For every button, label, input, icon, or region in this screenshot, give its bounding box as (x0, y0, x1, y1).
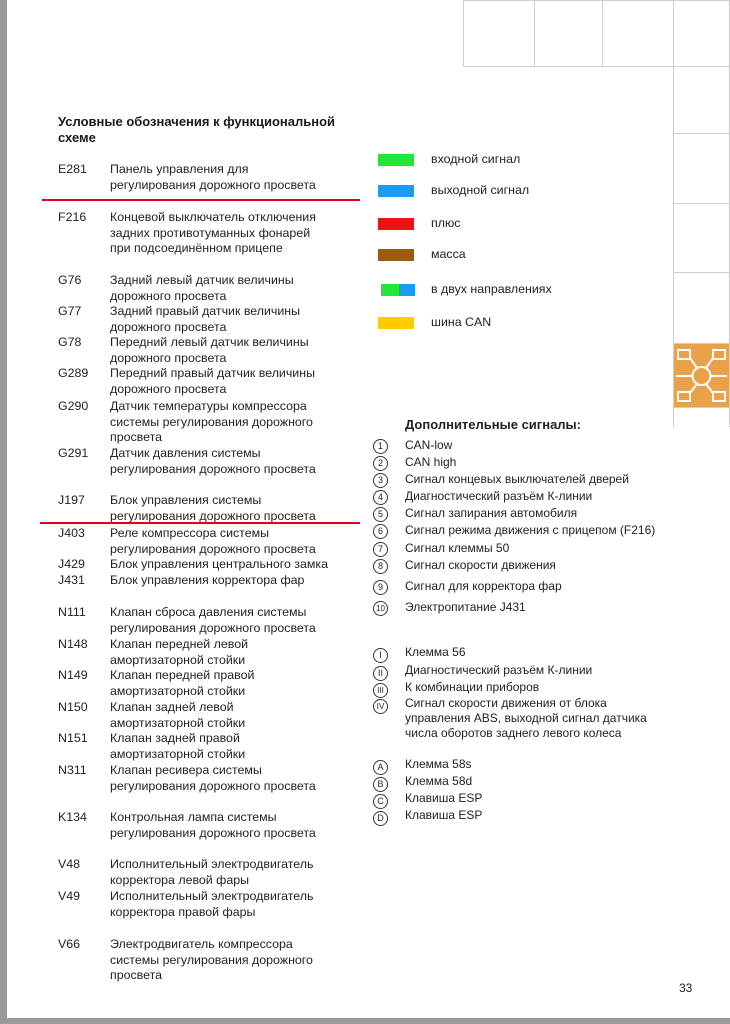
signal-label: Сигнал для корректора фар (405, 579, 562, 593)
color-swatch (378, 185, 414, 197)
component-code: N148 (58, 637, 88, 651)
component-description: Панель управления для регулирования дорожного просвета (110, 162, 316, 192)
signal-label: Клавиша ESP (405, 808, 483, 822)
circle-marker: 2 (373, 456, 388, 471)
circle-marker: 3 (373, 473, 388, 488)
component-code: G291 (58, 446, 89, 460)
grid-cell (534, 0, 603, 67)
component-description: Реле компрессора системы регулирования дорожного просвета (110, 526, 316, 556)
circle-marker: 5 (373, 507, 388, 522)
component-description: Клапан передней правой амортизаторной стойки (110, 668, 255, 698)
color-legend-label: плюс (431, 216, 461, 230)
page-border-bottom (0, 1018, 730, 1024)
color-swatch (378, 317, 414, 329)
signal-label: Клемма 56 (405, 645, 466, 659)
signal-label: Сигнал клеммы 50 (405, 541, 510, 555)
signal-label: CAN-low (405, 438, 453, 452)
signal-label: Клавиша ESP (405, 791, 483, 805)
component-code: V48 (58, 857, 81, 871)
component-code: N151 (58, 731, 88, 745)
component-description: Клапан задней левой амортизаторной стойки (110, 700, 246, 730)
grid-cell (602, 0, 674, 67)
section-title-line: схеме (58, 130, 96, 145)
component-code: J431 (58, 573, 85, 587)
component-description: Блок управления корректора фар (110, 573, 305, 587)
signal-label: Сигнал режима движения с прицепом (F216) (405, 523, 656, 537)
page-number: 33 (679, 981, 693, 995)
color-legend-label: в двух направлениях (431, 282, 552, 296)
component-code: N149 (58, 668, 88, 682)
component-code: V49 (58, 889, 81, 903)
component-code: G290 (58, 399, 89, 413)
component-code: J197 (58, 493, 85, 507)
circle-marker: D (373, 811, 388, 826)
component-description: Клапан сброса давления системы регулирования дорожного просвета (110, 605, 316, 635)
signal-label: Электропитание J431 (405, 600, 526, 614)
grid-cell (673, 0, 730, 67)
signal-label: Клемма 58d (405, 774, 473, 788)
component-description: Задний левый датчик величины дорожного просвета (110, 273, 294, 303)
component-description: Концевой выключатель отключения задних противотуманных фонарей при подсоединённом прицепе (110, 210, 316, 255)
circle-marker: 9 (373, 580, 388, 595)
grid-cell (673, 133, 730, 204)
component-description: Электродвигатель компрессора системы регулирования дорожного просвета (110, 937, 313, 982)
circle-marker: II (373, 666, 388, 681)
grid-cell (673, 407, 730, 427)
signal-label: К комбинации приборов (405, 680, 540, 694)
grid-cell (673, 203, 730, 273)
schematic-section-icon (673, 343, 730, 408)
color-swatch (378, 218, 414, 230)
signal-label: Сигнал скорости движения (405, 558, 556, 572)
page-border-left (0, 0, 7, 1024)
circle-marker: C (373, 794, 388, 809)
component-code: N311 (58, 763, 87, 777)
component-code: N150 (58, 700, 88, 714)
component-description: Задний правый датчик величины дорожного просвета (110, 304, 301, 334)
circle-marker: B (373, 777, 388, 792)
circle-marker: 6 (373, 524, 388, 539)
component-code: G77 (58, 304, 82, 318)
component-description: Передний левый датчик величины дорожного просвета (110, 335, 309, 365)
component-description: Передний правый датчик величины дорожного просвета (110, 366, 315, 396)
highlight-underline (40, 522, 360, 524)
grid-cell (673, 272, 730, 344)
section-title-line: Условные обозначения к функциональной (58, 114, 336, 129)
color-swatch (378, 154, 414, 166)
color-swatch (378, 249, 414, 261)
component-description: Исполнительный электродвигатель корректора правой фары (110, 889, 314, 919)
circle-marker: 8 (373, 559, 388, 574)
signal-label: Сигнал запирания автомобиля (405, 506, 578, 520)
component-description: Датчик температуры компрессора системы регулирования дорожного просвета (110, 399, 313, 444)
color-legend-label: входной сигнал (431, 152, 521, 166)
highlight-underline (42, 199, 360, 201)
component-description: Датчик давления системы регулирования дорожного просвета (110, 446, 316, 476)
component-description: Исполнительный электродвигатель корректора левой фары (110, 857, 314, 887)
signal-label: Сигнал концевых выключателей дверей (405, 472, 629, 486)
component-code: G289 (58, 366, 89, 380)
component-code: K134 (58, 810, 87, 824)
component-description: Блок управления системы регулирования дорожного просвета (110, 493, 316, 523)
color-swatch (399, 284, 415, 296)
circle-marker: A (373, 760, 388, 775)
signal-label: Диагностический разъём К-линии (405, 489, 593, 503)
color-legend-label: выходной сигнал (431, 183, 530, 197)
signal-label: Сигнал скорости движения от блока управления ABS, выходной сигнал датчика числа оборотов заднего левого колеса (405, 696, 647, 740)
component-code: J429 (58, 557, 85, 571)
circle-marker: 7 (373, 542, 388, 557)
component-description: Клапан ресивера системы регулирования дорожного просвета (110, 763, 316, 793)
component-code: J403 (58, 526, 85, 540)
circle-marker: III (373, 683, 388, 698)
component-description: Клапан задней правой амортизаторной стойки (110, 731, 246, 761)
component-code: N111 (58, 605, 86, 619)
circle-marker: IV (373, 699, 388, 714)
circle-marker: I (373, 648, 388, 663)
extra-signals-title: Дополнительные сигналы: (405, 417, 581, 432)
component-code: F216 (58, 210, 87, 224)
component-code: E281 (58, 162, 87, 176)
grid-cell (673, 66, 730, 134)
signal-label: Клемма 58s (405, 757, 472, 771)
circle-marker: 10 (373, 601, 388, 616)
color-legend-label: шина CAN (431, 315, 492, 329)
color-swatch (381, 284, 399, 296)
section-title (58, 114, 358, 146)
component-description: Блок управления центрального замка (110, 557, 328, 571)
circle-marker: 4 (373, 490, 388, 505)
circle-marker: 1 (373, 439, 388, 454)
component-code: G76 (58, 273, 82, 287)
component-code: V66 (58, 937, 81, 951)
component-description: Контрольная лампа системы регулирования дорожного просвета (110, 810, 316, 840)
component-code: G78 (58, 335, 82, 349)
component-description: Клапан передней левой амортизаторной стойки (110, 637, 249, 667)
color-legend-label: масса (431, 247, 466, 261)
signal-label: Диагностический разъём К-линии (405, 663, 593, 677)
grid-cell (463, 0, 535, 67)
signal-label: CAN high (405, 455, 457, 469)
